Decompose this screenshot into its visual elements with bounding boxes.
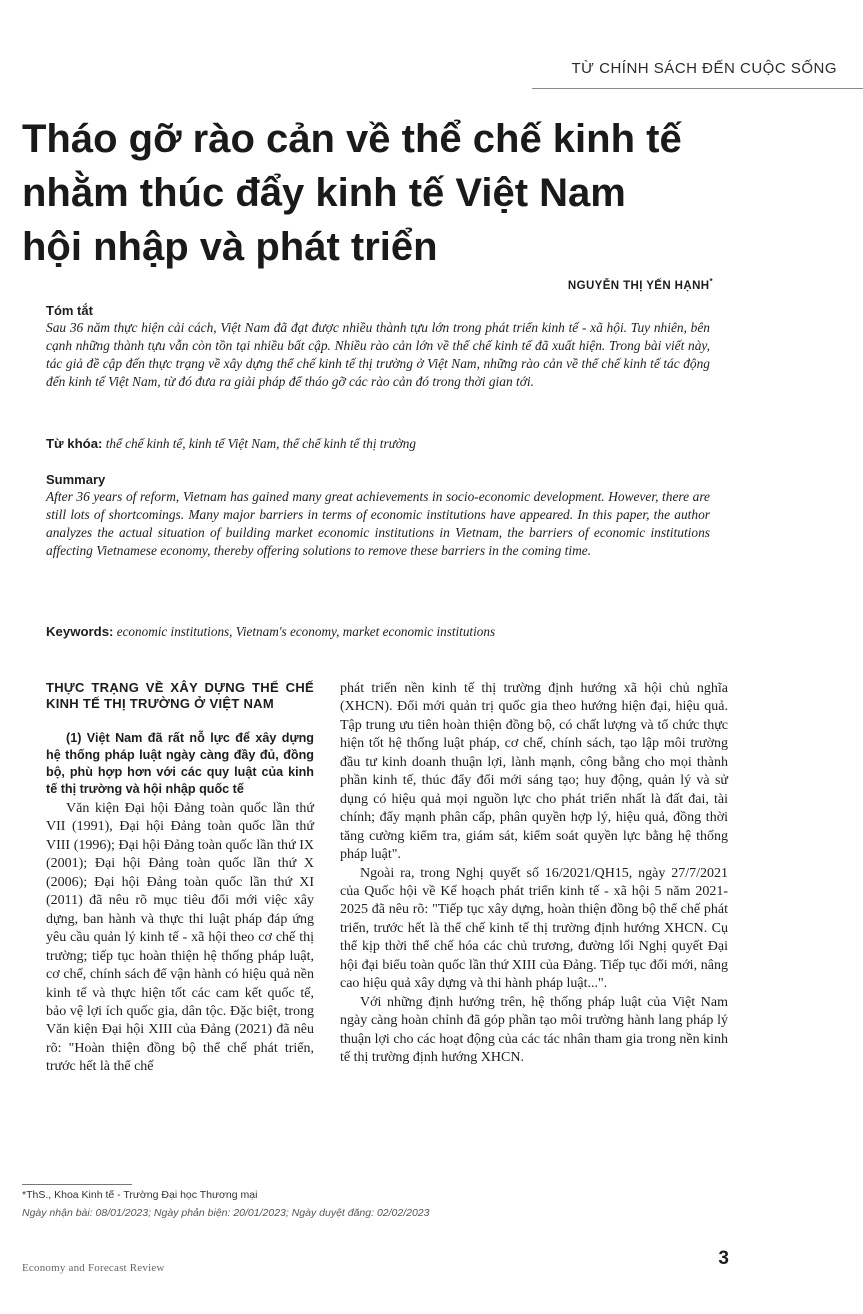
title-line-3: hội nhập và phát triển — [22, 225, 438, 269]
abstract-vi-text: Sau 36 năm thực hiện cải cách, Việt Nam đã đạt được nhiều thành tựu lớn trong phát triển kinh tế - xã hội. Tuy nhiên, bên cạnh những thành tựu vẫn còn tồn tại nhiều bất cập. Nhiều rào cản lớn về thể chế kinh tế đã xuất hiện. Trong bài viết này, tác giả đề cập đến thực trạng về xây dựng thể chế kinh tế thị trường ở Việt Nam, những rào cản về thể chế kinh tế tác động đến kinh tế Việt Nam, từ đó đưa ra giải pháp để tháo gỡ các rào cản đó trong thời gian tới. — [46, 320, 710, 389]
keywords-en — [46, 623, 710, 641]
page-number: 3 — [718, 1248, 729, 1269]
keywords-en-label: Keywords: — [46, 624, 114, 639]
keywords-en-text: economic institutions, Vietnam's economy, market economic institutions — [116, 624, 496, 639]
body-column-right — [340, 680, 728, 1068]
abstract-en-heading: Summary — [46, 472, 106, 487]
body-paragraph: phát triển nền kinh tế thị trường định hướng xã hội chủ nghĩa (XHCN). Đổi mới quản trị quốc gia theo hướng hiện đại, hiệu quả. Tập trung ưu tiên hoàn thiện đồng bộ, có chất lượng và tổ chức thực hiện tốt hệ thống luật pháp, cơ chế, chính sách, tạo lập môi trường đầu tư kinh doanh thuận lợi, lành mạnh, công bằng cho mọi thành phần kinh tế, thúc đẩy đổi mới sáng tạo; huy động, quản lý và sử dụng có hiệu quả mọi nguồn lực cho phát triển nhất là đất đai, tài chính; đẩy mạnh phân cấp, phân quyền hợp lý, hiệu quả, đồng thời tăng cường kiểm tra, giám sát, kiểm soát quyền lực bằng hệ thống pháp luật". — [340, 681, 728, 863]
keywords-vi-label: Từ khóa: — [46, 436, 103, 451]
abstract-en — [46, 472, 710, 560]
author-footnote-mark: * — [709, 277, 713, 286]
abstract-vi-heading: Tóm tắt — [46, 303, 93, 318]
footnote-dates: Ngày nhận bài: 08/01/2023; Ngày phản biện: 20/01/2023; Ngày duyệt đăng: 02/02/2023 — [22, 1207, 430, 1219]
keywords-vi — [46, 435, 710, 453]
author-name: NGUYỄN THỊ YẾN HẠNH — [567, 279, 710, 292]
body-paragraph: Ngoài ra, trong Nghị quyết số 16/2021/QH15, ngày 27/7/2021 của Quốc hội về Kế hoạch phát triển kinh tế - xã hội 5 năm 2021-2025 đã nêu rõ: "Tiếp tục xây dựng, hoàn thiện đồng bộ thể chế phát triển, trước hết là thể chế kinh tế thị trường định hướng XHCN. Cụ thể kịp thời thể chế hóa các chủ trương, đường lối Nghị quyết Đại hội đại biểu toàn quốc lần thứ XIII của Đảng. Tiếp tục đổi mới, nâng cao hiệu quả xây dựng và thi hành pháp luật...". — [340, 865, 728, 992]
title-line-2: nhằm thúc đẩy kinh tế Việt Nam — [22, 171, 626, 215]
keywords-vi-text: thể chế kinh tế, kinh tế Việt Nam, thể chế kinh tế thị trường — [105, 436, 416, 451]
footnote-rule — [22, 1184, 132, 1185]
journal-name: Economy and Forecast Review — [22, 1262, 165, 1274]
author-byline — [568, 277, 713, 292]
abstract-en-text: After 36 years of reform, Vietnam has gained many great achievements in socio-economic development. However, there are still lots of shortcomings. Many major barriers in terms of economic institutions have appeared. In this paper, the author analyzes the actual situation of building market economic institutions in Vietnam, the barriers of economic institutions affecting Vietnamese economy, thereby offering solutions to remove these barriers in the coming time. — [46, 489, 710, 558]
body-paragraph: Văn kiện Đại hội Đảng toàn quốc lần thứ VII (1991), Đại hội Đảng toàn quốc lần thứ VIII (1996); Đại hội Đảng toàn quốc lần thứ IX (2001); Đại hội Đảng toàn quốc lần thứ X (2006); Đại hội Đảng toàn quốc lần thứ XI (2011) đã nêu rõ mục tiêu đổi mới việc xây dựng, ban hành và thực thi luật pháp đáp ứng yêu cầu quản lý kinh tế - xã hội theo cơ chế thị trường; tiếp tục hoàn thiện hệ thống pháp luật, cơ chế, chính sách để vận hành có hiệu quả nền kinh tế và thực hiện tốt các cam kết quốc tế, bảo vệ lợi ích quốc gia, dân tộc. Đặc biệt, trong Văn kiện Đại hội XIII của Đảng (2021) đã nêu rõ: "Hoàn thiện đồng bộ thể chế phát triển, trước hết là thể chế — [46, 801, 314, 1075]
section-heading: THỰC TRẠNG VỀ XÂY DỰNG THỂ CHẾ KINH TẾ THỊ TRƯỜNG Ở VIỆT NAM — [46, 680, 314, 711]
title-line-1: Tháo gỡ rào cản về thể chế kinh tế — [22, 117, 682, 161]
article-title — [22, 112, 782, 274]
footnote-affiliation: *ThS., Khoa Kinh tế - Trường Đại học Thương mại — [22, 1189, 258, 1201]
body-column-left — [46, 680, 314, 1077]
body-paragraph: Với những định hướng trên, hệ thống pháp luật của Việt Nam ngày càng hoàn chỉnh đã góp phần tạo môi trường hành lang pháp lý thuận lợi cho các hoạt động của các tác nhân tham gia trong nền kinh tế thị trường định hướng XHCN. — [340, 994, 728, 1066]
header-rule — [532, 88, 863, 89]
abstract-vi — [46, 303, 710, 391]
section-header: TỪ CHÍNH SÁCH ĐẾN CUỘC SỐNG — [571, 60, 837, 77]
subsection-heading: (1) Việt Nam đã rất nỗ lực để xây dựng hệ thống pháp luật ngày càng đầy đủ, đồng bộ, phù hợp hơn với các quy luật của kinh tế thị trường và hội nhập quốc tế — [46, 731, 314, 796]
